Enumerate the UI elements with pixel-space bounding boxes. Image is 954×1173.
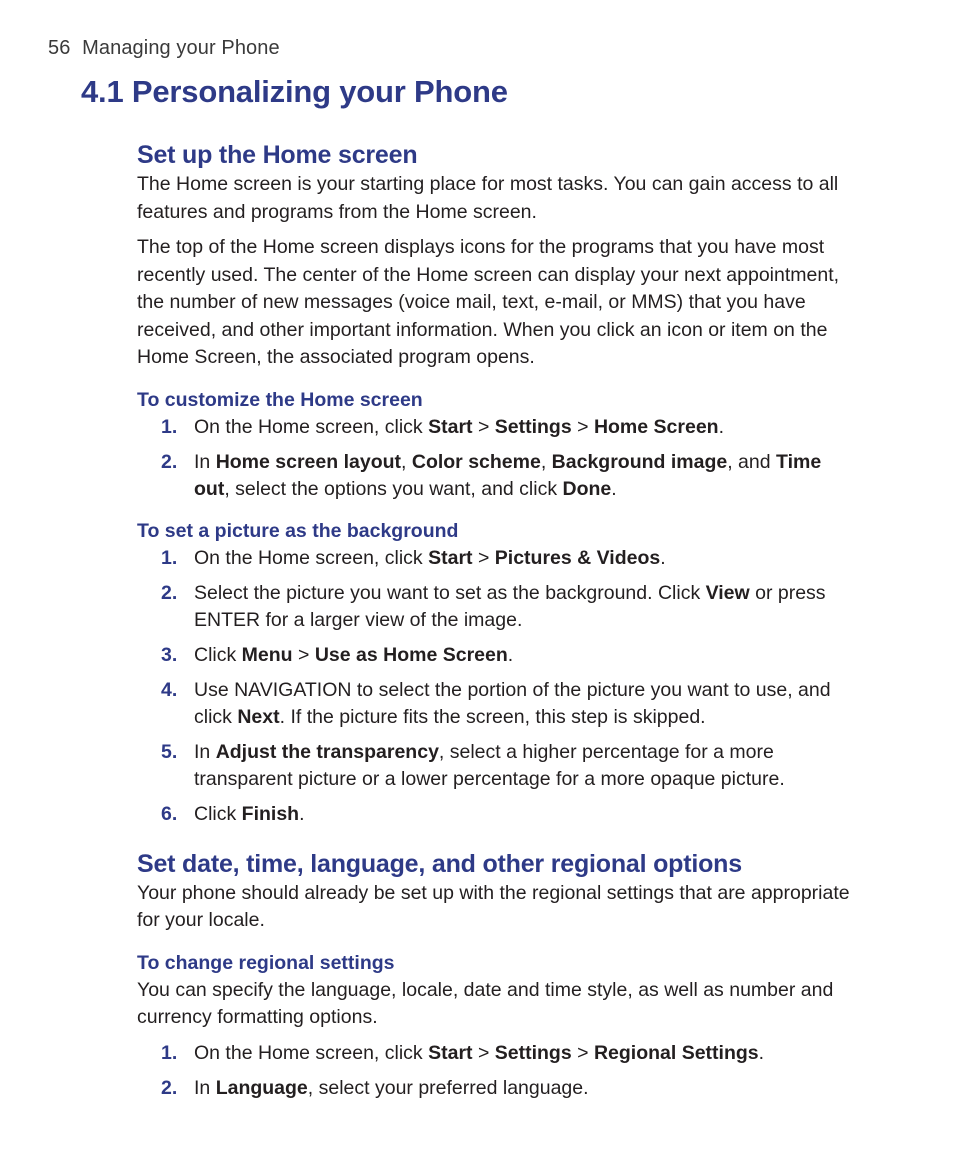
step-number: 1. <box>161 1041 178 1064</box>
step-text: Click <box>194 643 242 666</box>
step-text: > <box>472 415 495 438</box>
step-ui-term: Start <box>428 415 473 438</box>
task-intro: You can specify the language, locale, date and time style, as well as number and currency formatting options. <box>137 978 834 1028</box>
task-title-regional-settings: To change regional settings <box>137 951 395 974</box>
step-number: 3. <box>161 643 178 666</box>
step-text: or press ENTER for a larger view of the image. <box>194 581 826 631</box>
step-text: On the Home screen, click <box>194 1041 429 1064</box>
step-number: 2. <box>161 450 178 473</box>
step-number: 1. <box>161 415 178 438</box>
step-number: 2. <box>161 581 178 604</box>
step-item <box>137 545 857 572</box>
step-text: Click <box>194 802 242 825</box>
running-title: Managing your Phone <box>82 37 280 59</box>
step-item <box>137 677 857 731</box>
step-ui-term: Pictures & Videos <box>494 546 661 569</box>
step-ui-term: View <box>705 581 750 604</box>
step-text: , <box>401 450 412 473</box>
step-item <box>137 1040 857 1067</box>
step-ui-term: Menu <box>241 643 293 666</box>
step-item <box>137 739 857 793</box>
step-text: . <box>718 415 724 438</box>
step-text: Select the picture you want to set as the background. Click <box>194 581 706 604</box>
step-text: , select the options you want, and click <box>224 477 563 500</box>
step-ui-term: Done <box>562 477 612 500</box>
steps-list <box>137 1040 857 1102</box>
step-ui-term: Language <box>215 1076 308 1099</box>
task-title-customize-home: To customize the Home screen <box>137 388 423 411</box>
step-ui-term: Use as Home Screen <box>314 643 508 666</box>
step-item <box>137 1075 857 1102</box>
step-text: > <box>472 1041 495 1064</box>
step-item <box>137 642 857 669</box>
step-ui-term: Home screen layout <box>215 450 402 473</box>
step-ui-term: Time out <box>194 450 822 500</box>
step-ui-term: Adjust the transparency <box>215 740 439 763</box>
step-ui-term: Background image <box>551 450 728 473</box>
running-header <box>48 37 280 60</box>
step-text: In <box>194 450 216 473</box>
step-ui-term: Next <box>237 705 280 728</box>
step-text: Use NAVIGATION to select the portion of the picture you want to use, and click <box>194 678 831 728</box>
task-title-picture-background: To set a picture as the background <box>137 519 459 542</box>
paragraph: The top of the Home screen displays icons for the programs that you have most recently used. The center of the Home screen can display your next appointment, the number of new messages (voice mail, text, e-mail, or MMS) that you have received, and other important information. When you click an icon or item on the Home Screen, the associated program opens. <box>137 236 840 368</box>
step-number: 2. <box>161 1076 178 1099</box>
step-number: 4. <box>161 678 178 701</box>
step-text: , and <box>727 450 777 473</box>
section-title-regional-options: Set date, time, language, and other regional options <box>137 849 742 878</box>
step-ui-term: Start <box>428 1041 473 1064</box>
chapter-title: 4.1 Personalizing your Phone <box>81 74 508 109</box>
paragraph: Your phone should already be set up with the regional settings that are appropriate for your locale. <box>137 881 850 931</box>
step-item <box>137 580 857 634</box>
step-text: . If the picture fits the screen, this step is skipped. <box>279 705 706 728</box>
step-ui-term: Start <box>428 546 473 569</box>
step-text: , select a higher percentage for a more transparent picture or a lower percentage for a more opaque picture. <box>194 740 785 790</box>
step-text: . <box>660 546 666 569</box>
step-text: , select your preferred language. <box>307 1076 589 1099</box>
step-ui-term: Regional Settings <box>593 1041 759 1064</box>
page-number: 56 <box>48 37 71 59</box>
step-item <box>137 414 857 441</box>
steps-list <box>137 545 857 828</box>
section-title-home-screen: Set up the Home screen <box>137 141 418 169</box>
step-text: > <box>292 643 315 666</box>
step-text: In <box>194 1076 216 1099</box>
step-ui-term: Color scheme <box>411 450 541 473</box>
step-number: 6. <box>161 802 178 825</box>
step-text: . <box>758 1041 765 1064</box>
step-text: On the Home screen, click <box>194 546 429 569</box>
step-text: . <box>299 802 305 825</box>
step-text: > <box>571 415 594 438</box>
paragraph: The Home screen is your starting place for most tasks. You can gain access to all features and programs from the Home screen. <box>137 173 839 223</box>
step-number: 5. <box>161 740 178 763</box>
step-text: , <box>540 450 552 473</box>
page-content <box>137 139 857 1102</box>
step-text: > <box>571 1041 594 1064</box>
steps-list <box>137 414 857 503</box>
step-ui-term: Home Screen <box>593 415 719 438</box>
step-text: On the Home screen, click <box>194 415 429 438</box>
step-item <box>137 801 857 828</box>
step-ui-term: Finish <box>241 802 300 825</box>
step-ui-term: Settings <box>494 1041 572 1064</box>
step-number: 1. <box>161 546 178 569</box>
step-text: In <box>194 740 216 763</box>
step-text: . <box>611 477 617 500</box>
step-text: > <box>472 546 495 569</box>
step-text: . <box>507 643 514 666</box>
step-ui-term: Settings <box>494 415 572 438</box>
step-item <box>137 449 857 503</box>
